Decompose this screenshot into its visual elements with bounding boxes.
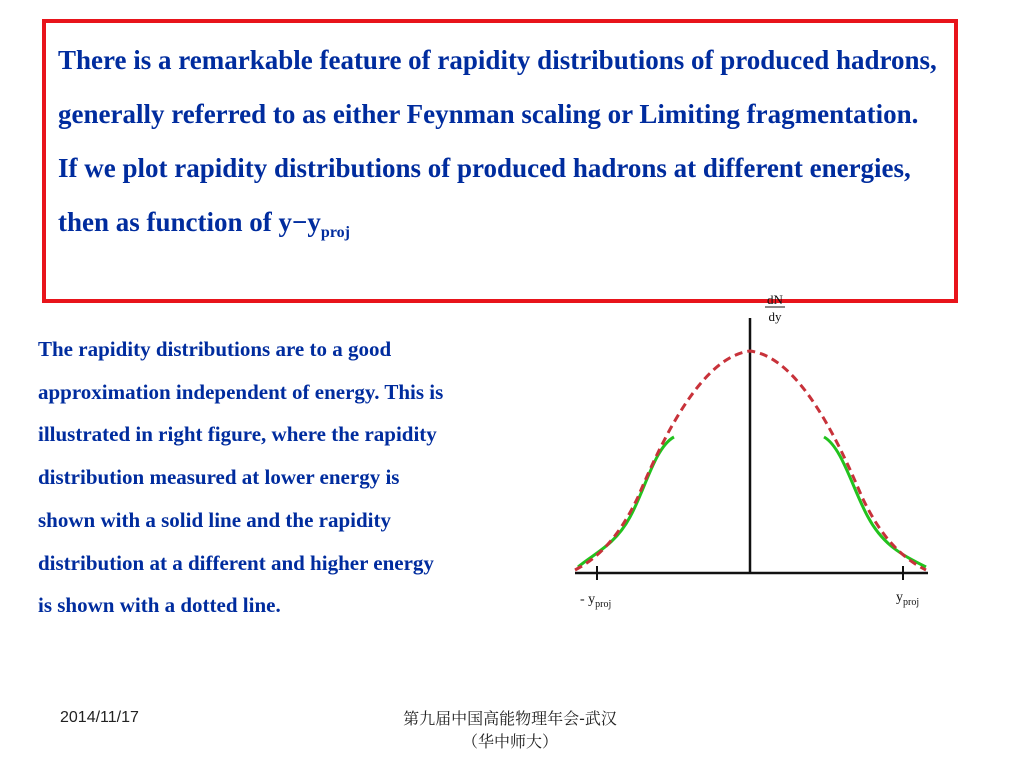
y-axis-label-denominator: dy [768, 309, 782, 324]
right-tick-label-subscript: proj [903, 597, 920, 608]
body-line-3: illustrated in right figure, where the rapidity [38, 422, 437, 447]
highlight-text-main: There is a remarkable feature of rapidity distributions of produced hadrons, generally referred to as either Feynman scaling or Limiting fragmentation. If we plot rapidity distributions of produced hadrons at different energies, then as function of y−y [58, 45, 937, 237]
footer-conference-line-1: 第九届中国高能物理年会-武汉 [403, 709, 617, 728]
body-line-5: shown with a solid line and the rapidity [38, 507, 392, 532]
footer-conference-line-2: （华中师大） [461, 732, 558, 751]
y-axis-label-numerator: dN [767, 292, 783, 307]
left-tick-label-main: - y [580, 592, 596, 607]
lower-energy-solid-curve-right [824, 437, 926, 567]
left-tick-label-subscript: proj [595, 599, 612, 610]
right-tick-label [896, 590, 919, 608]
body-line-2: approximation independent of energy. This is [38, 379, 444, 404]
highlight-box [42, 19, 958, 303]
highlight-text [58, 33, 940, 249]
lower-energy-solid-curve-left [578, 437, 674, 567]
body-line-7: is shown with a dotted line. [38, 593, 281, 618]
body-paragraph [38, 328, 598, 627]
footer-date: 2014/11/17 [60, 709, 139, 726]
body-line-4: distribution measured at lower energy is [38, 465, 400, 490]
highlight-text-subscript: proj [320, 224, 350, 241]
body-line-1: The rapidity distributions are to a good [38, 337, 392, 361]
body-line-6: distribution at a different and higher energy [38, 550, 434, 575]
rapidity-figure [560, 285, 960, 625]
left-tick-label [580, 592, 611, 610]
footer-conference [360, 707, 660, 753]
right-tick-label-main: y [896, 590, 903, 605]
